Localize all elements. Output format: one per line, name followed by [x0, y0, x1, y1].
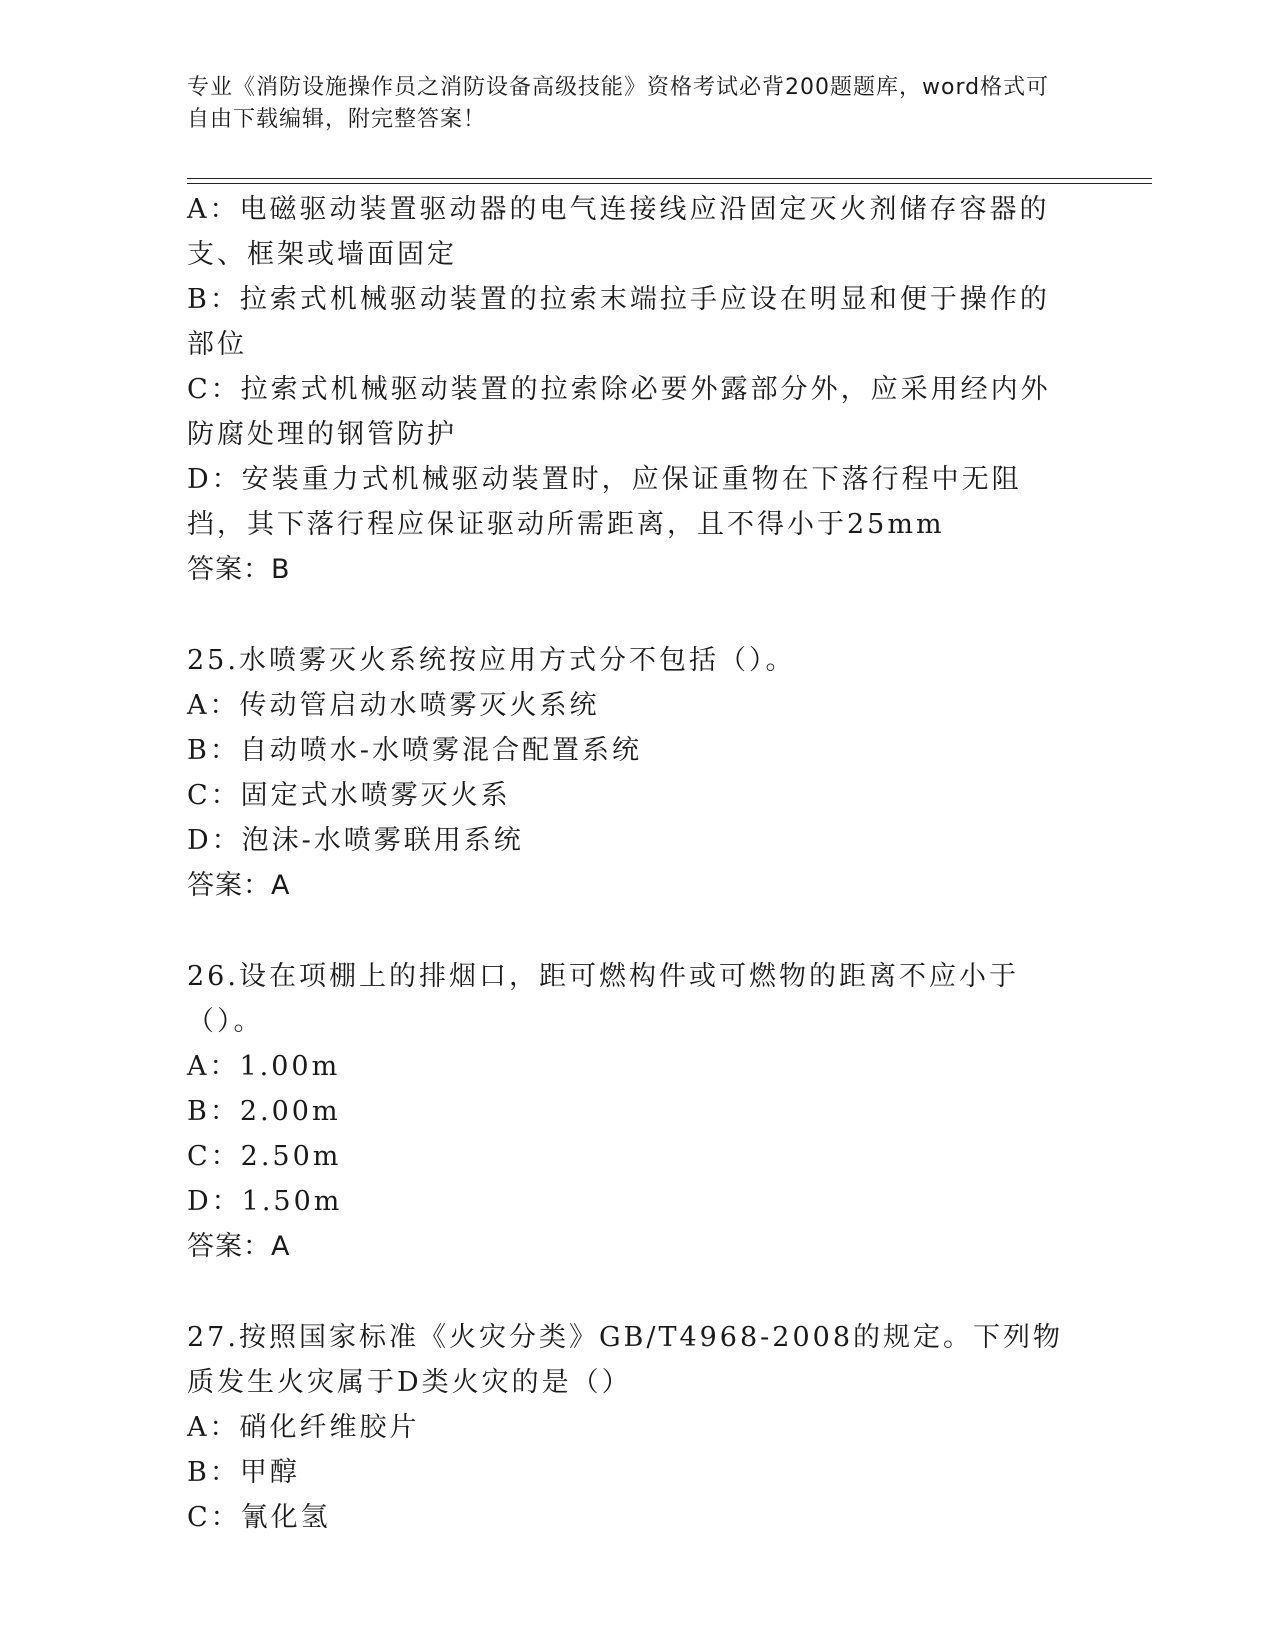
option-a: A：硝化纤维胶片 — [187, 1412, 420, 1443]
option-d: D：泡沫-水喷雾联用系统 — [187, 825, 524, 856]
block-spacer — [187, 1269, 1067, 1315]
option-a: A：1.00m — [187, 1051, 341, 1082]
option-b: B：甲醇 — [187, 1457, 300, 1488]
option-c: C：氰化氢 — [187, 1502, 331, 1533]
answer-line: 答案：B — [187, 554, 291, 585]
question-stem: 25.水喷雾灭火系统按应用方式分不包括（）。 — [187, 645, 796, 676]
header-divider-top — [187, 178, 1152, 179]
option-a: A：电磁驱动装置驱动器的电气连接线应沿固定灭火剂储存容器的支、框架或墙面固定 — [187, 194, 1050, 270]
question-block — [187, 187, 1067, 592]
question-stem: 26.设在项棚上的排烟口，距可燃构件或可燃物的距离不应小于（）。 — [187, 961, 1019, 1037]
option-c: C：2.50m — [187, 1141, 342, 1172]
question-block — [187, 1315, 1067, 1540]
option-d: D：安装重力式机械驱动装置时，应保证重物在下落行程中无阻挡，其下落行程应保证驱动所需距离，且不得小于25mm — [187, 464, 1022, 540]
option-b: B：2.00m — [187, 1096, 341, 1127]
block-spacer — [187, 592, 1067, 638]
answer-line: 答案：A — [187, 870, 291, 901]
option-d: D：1.50m — [187, 1186, 343, 1217]
question-list — [187, 187, 1067, 1540]
option-a: A：传动管启动水喷雾灭火系统 — [187, 690, 600, 721]
option-c: C：固定式水喷雾灭火系 — [187, 780, 511, 811]
header-divider-bottom — [187, 183, 1152, 184]
block-spacer — [187, 908, 1067, 954]
question-block — [187, 954, 1067, 1269]
answer-line: 答案：A — [187, 1231, 291, 1262]
document-header: 专业《消防设施操作员之消防设备高级技能》资格考试必背200题题库，word格式可自由下载编辑，附完整答案！ — [187, 75, 1050, 132]
question-stem: 27.按照国家标准《火灾分类》GB/T4968-2008的规定。下列物质发生火灾属于D类火灾的是（） — [187, 1322, 1064, 1398]
option-b: B：拉索式机械驱动装置的拉索末端拉手应设在明显和便于操作的部位 — [187, 284, 1050, 360]
question-block — [187, 638, 1067, 908]
option-b: B：自动喷水-水喷雾混合配置系统 — [187, 735, 642, 766]
option-c: C：拉索式机械驱动装置的拉索除必要外露部分外，应采用经内外防腐处理的钢管防护 — [187, 374, 1051, 450]
